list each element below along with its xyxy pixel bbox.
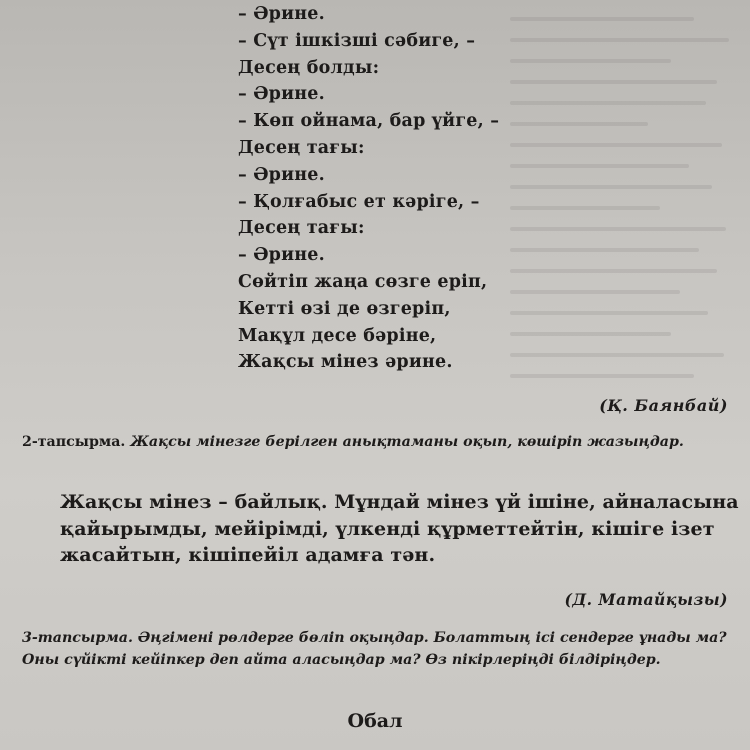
- poem-line: – Әрине.: [238, 245, 325, 266]
- poem-line: – Әрине.: [238, 84, 325, 105]
- definition-text: Жақсы мінез – байлық. Мұндай мінез үй ішіне, айналасына қайырымды, мейірімді, үлкенді құрметтейтін, кішіге ізет жасайтын, кішіпейіл адамға тән.: [60, 491, 739, 566]
- poem-line: – Сүт ішкізші сәбиге, –: [238, 30, 476, 51]
- definition-author: (Д. Матайқызы): [564, 590, 728, 609]
- task-3: [22, 627, 730, 671]
- poem-line: – Әрине.: [238, 4, 325, 24]
- poem-line: – Көп ойнама, бар үйге, –: [238, 111, 500, 132]
- task-3-text: Әңгімені рөлдерге бөліп оқыңдар. Болаттың ісі сендерге ұнады ма? Оны сүйікті кейіпкер деп айта аласыңдар ма? Өз пікірлеріңді білдіріңдер.: [22, 630, 727, 668]
- poem: [238, 1, 558, 376]
- poem-author: (Қ. Баянбай): [599, 396, 728, 415]
- poem-line: Десең тағы:: [238, 218, 365, 239]
- task-2: [22, 431, 730, 453]
- next-section-title: Обал: [347, 710, 403, 732]
- task-3-label: 3-тапсырма.: [22, 630, 133, 646]
- poem-line: Десең болды:: [238, 57, 380, 78]
- poem-line: Мақұл десе бәріне,: [238, 325, 437, 346]
- task-2-text: Жақсы мінезге берілген анықтаманы оқып, көшіріп жазыңдар.: [125, 434, 684, 450]
- poem-line: Сөйтіп жаңа сөзге еріп,: [238, 271, 488, 292]
- poem-line: – Қолғабыс ет кәріге, –: [238, 191, 480, 212]
- poem-line: – Әрине.: [238, 164, 325, 185]
- poem-line: Жақсы мінез әрине.: [238, 352, 453, 373]
- poem-line: Десең тағы:: [238, 137, 365, 158]
- task-2-label: 2-тапсырма.: [22, 434, 126, 450]
- poem-line: Кетті өзі де өзгеріп,: [238, 298, 451, 319]
